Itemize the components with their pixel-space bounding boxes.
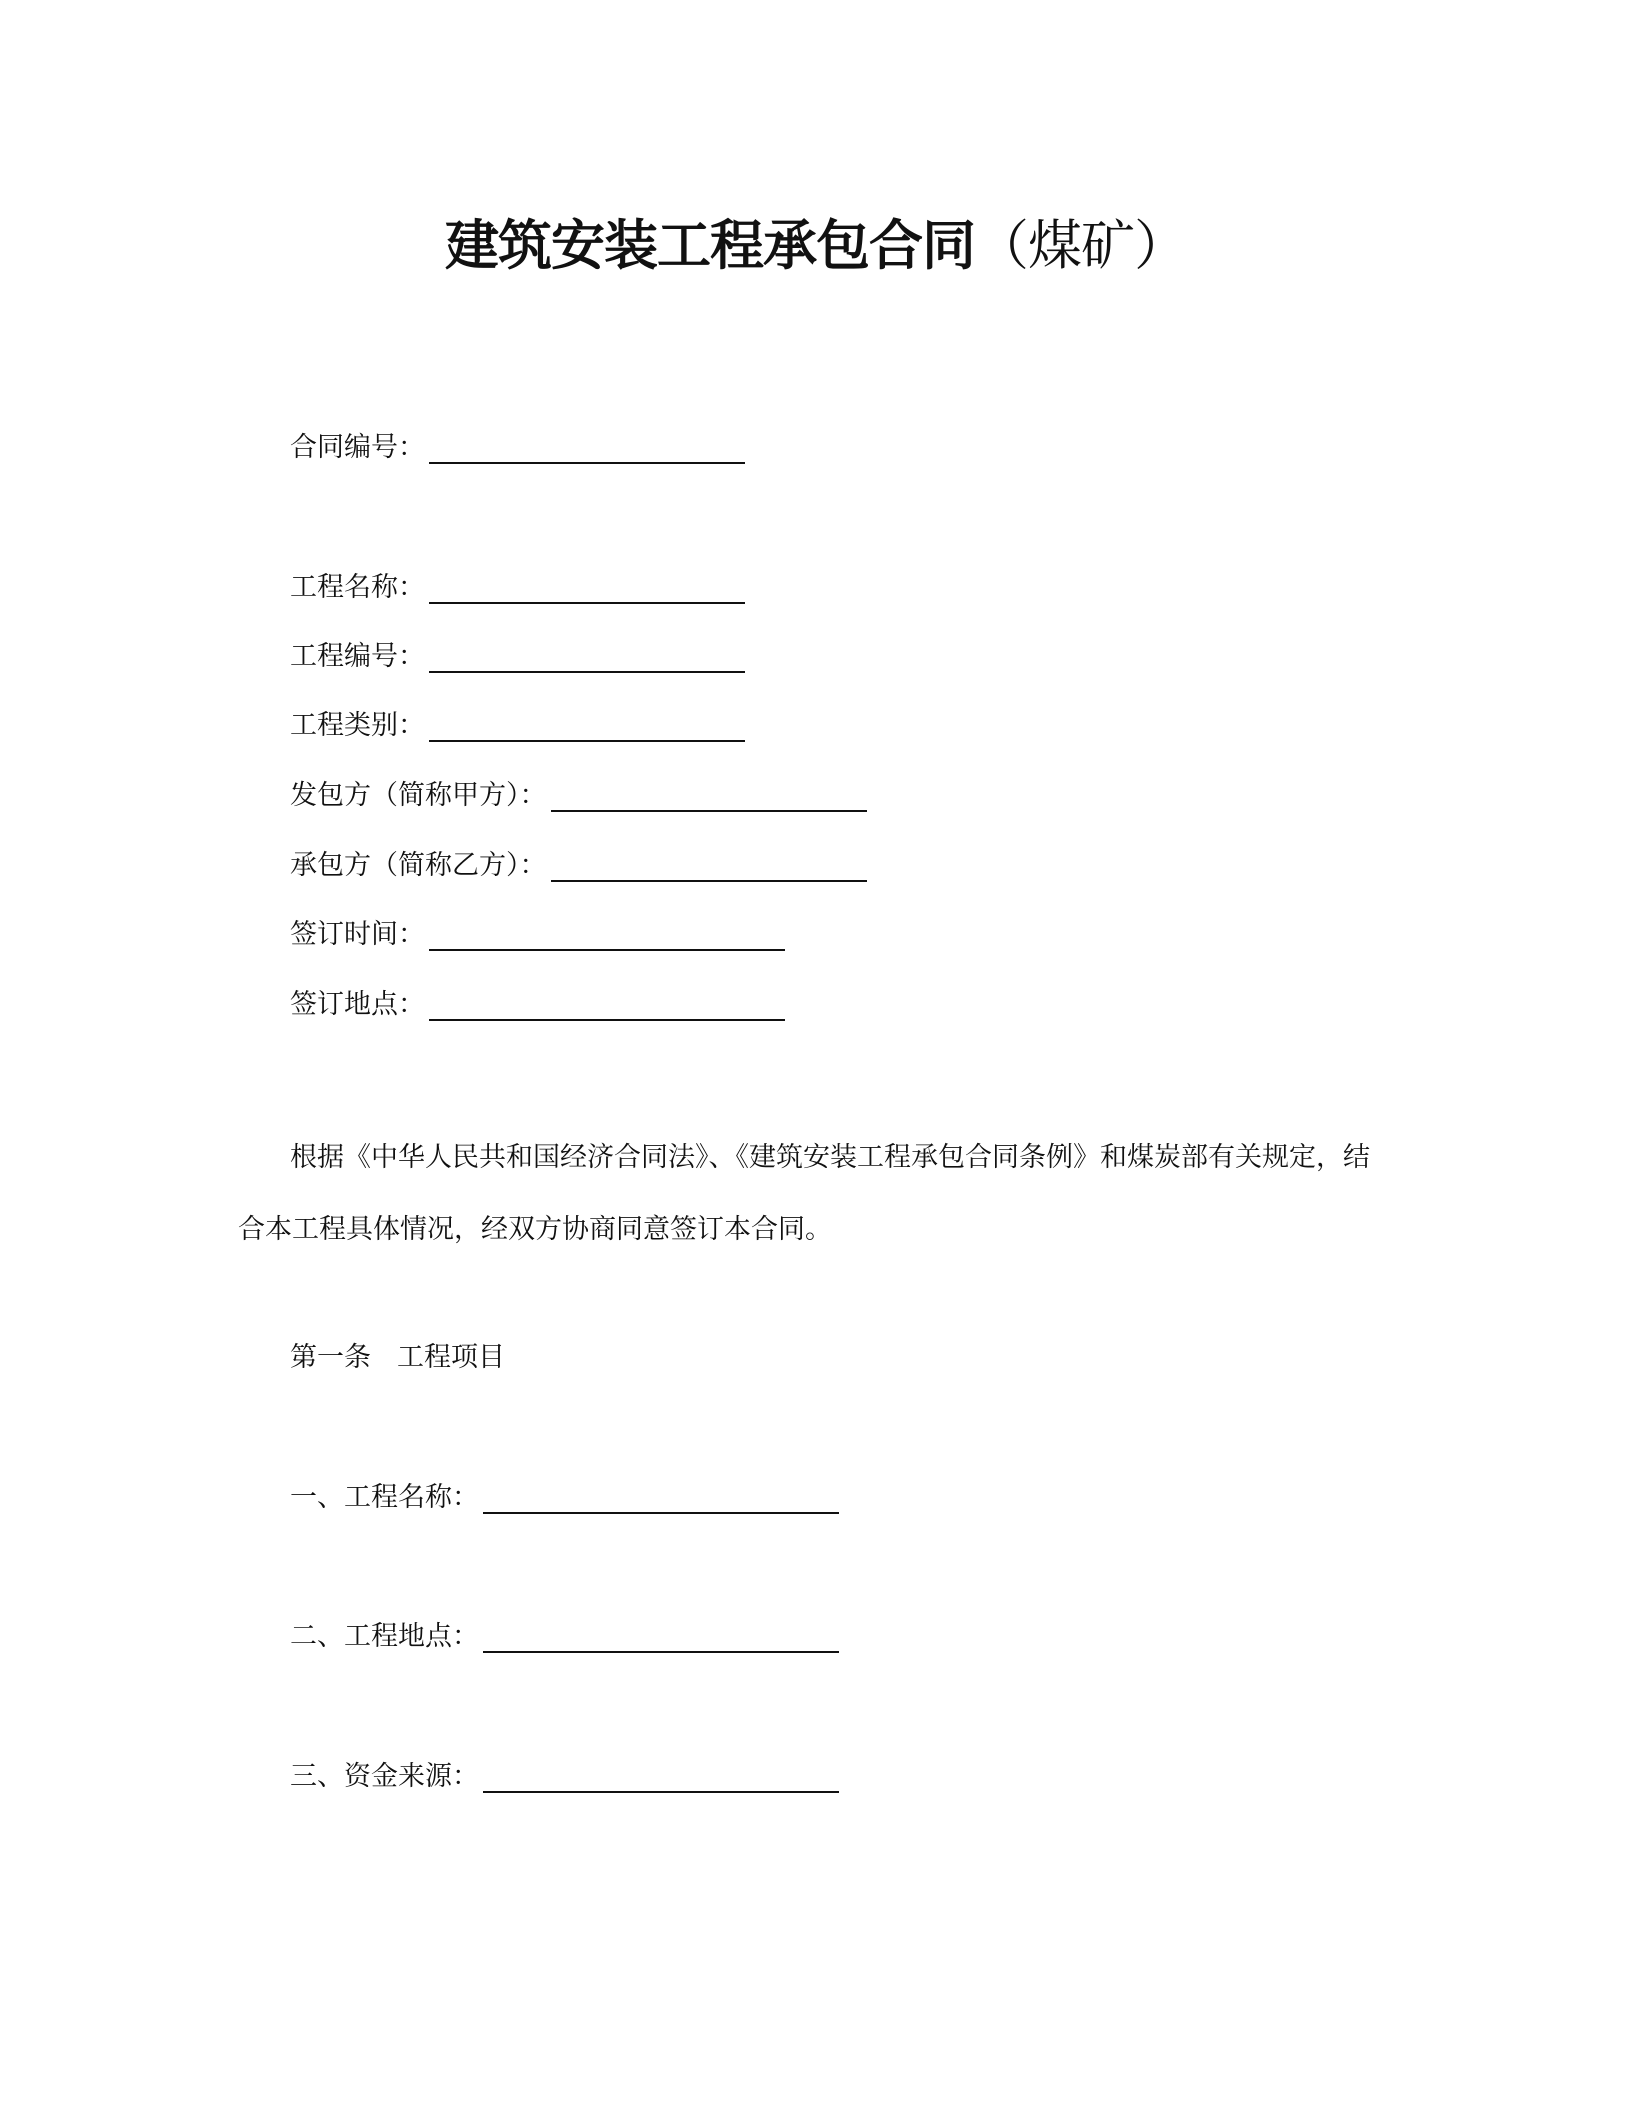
field-party-b [290,846,867,886]
article-title: 工程项目 [397,1342,505,1373]
preamble-paragraph [238,1122,1398,1266]
blank-line[interactable] [429,712,745,742]
document-title-suffix: （煤矿） [975,214,1187,277]
item-label: 一、工程名称： [290,1482,479,1513]
blank-line[interactable] [551,852,867,882]
blank-line[interactable] [483,1623,839,1653]
item-project-name [290,1478,839,1518]
field-label: 工程编号： [290,641,425,672]
field-label: 承包方（简称乙方）： [290,850,547,881]
field-label: 工程类别： [290,710,425,741]
blank-line[interactable] [429,434,745,464]
blank-line[interactable] [483,1484,839,1514]
field-signing-time [290,915,785,955]
field-project-name [290,568,745,608]
field-signing-place [290,985,785,1025]
field-project-category [290,706,745,746]
item-label: 二、工程地点： [290,1621,479,1652]
blank-line[interactable] [551,782,867,812]
document-title-main: 建筑安装工程承包合同 [445,214,975,277]
item-label: 三、资金来源： [290,1761,479,1792]
field-label: 签订时间： [290,919,425,950]
field-label: 签订地点： [290,989,425,1020]
field-project-number [290,637,745,677]
item-project-location [290,1617,839,1657]
field-label: 工程名称： [290,572,425,603]
field-party-a [290,776,867,816]
field-label: 合同编号： [290,432,425,463]
field-label: 发包方（简称甲方）： [290,780,547,811]
preamble-line-1: 根据《中华人民共和国经济合同法》、《建筑安装工程承包合同条例》和煤炭部有关规定，结 [290,1142,1370,1173]
item-funding-source [290,1757,839,1797]
preamble-line-2: 合本工程具体情况，经双方协商同意签订本合同。 [238,1214,832,1245]
article-number: 第一条 [290,1342,371,1373]
blank-line[interactable] [429,921,785,951]
field-contract-number [290,428,745,468]
blank-line[interactable] [483,1763,839,1793]
document-title [0,206,1632,286]
blank-line[interactable] [429,574,745,604]
blank-line[interactable] [429,991,785,1021]
article-1-heading [290,1338,505,1378]
blank-line[interactable] [429,643,745,673]
